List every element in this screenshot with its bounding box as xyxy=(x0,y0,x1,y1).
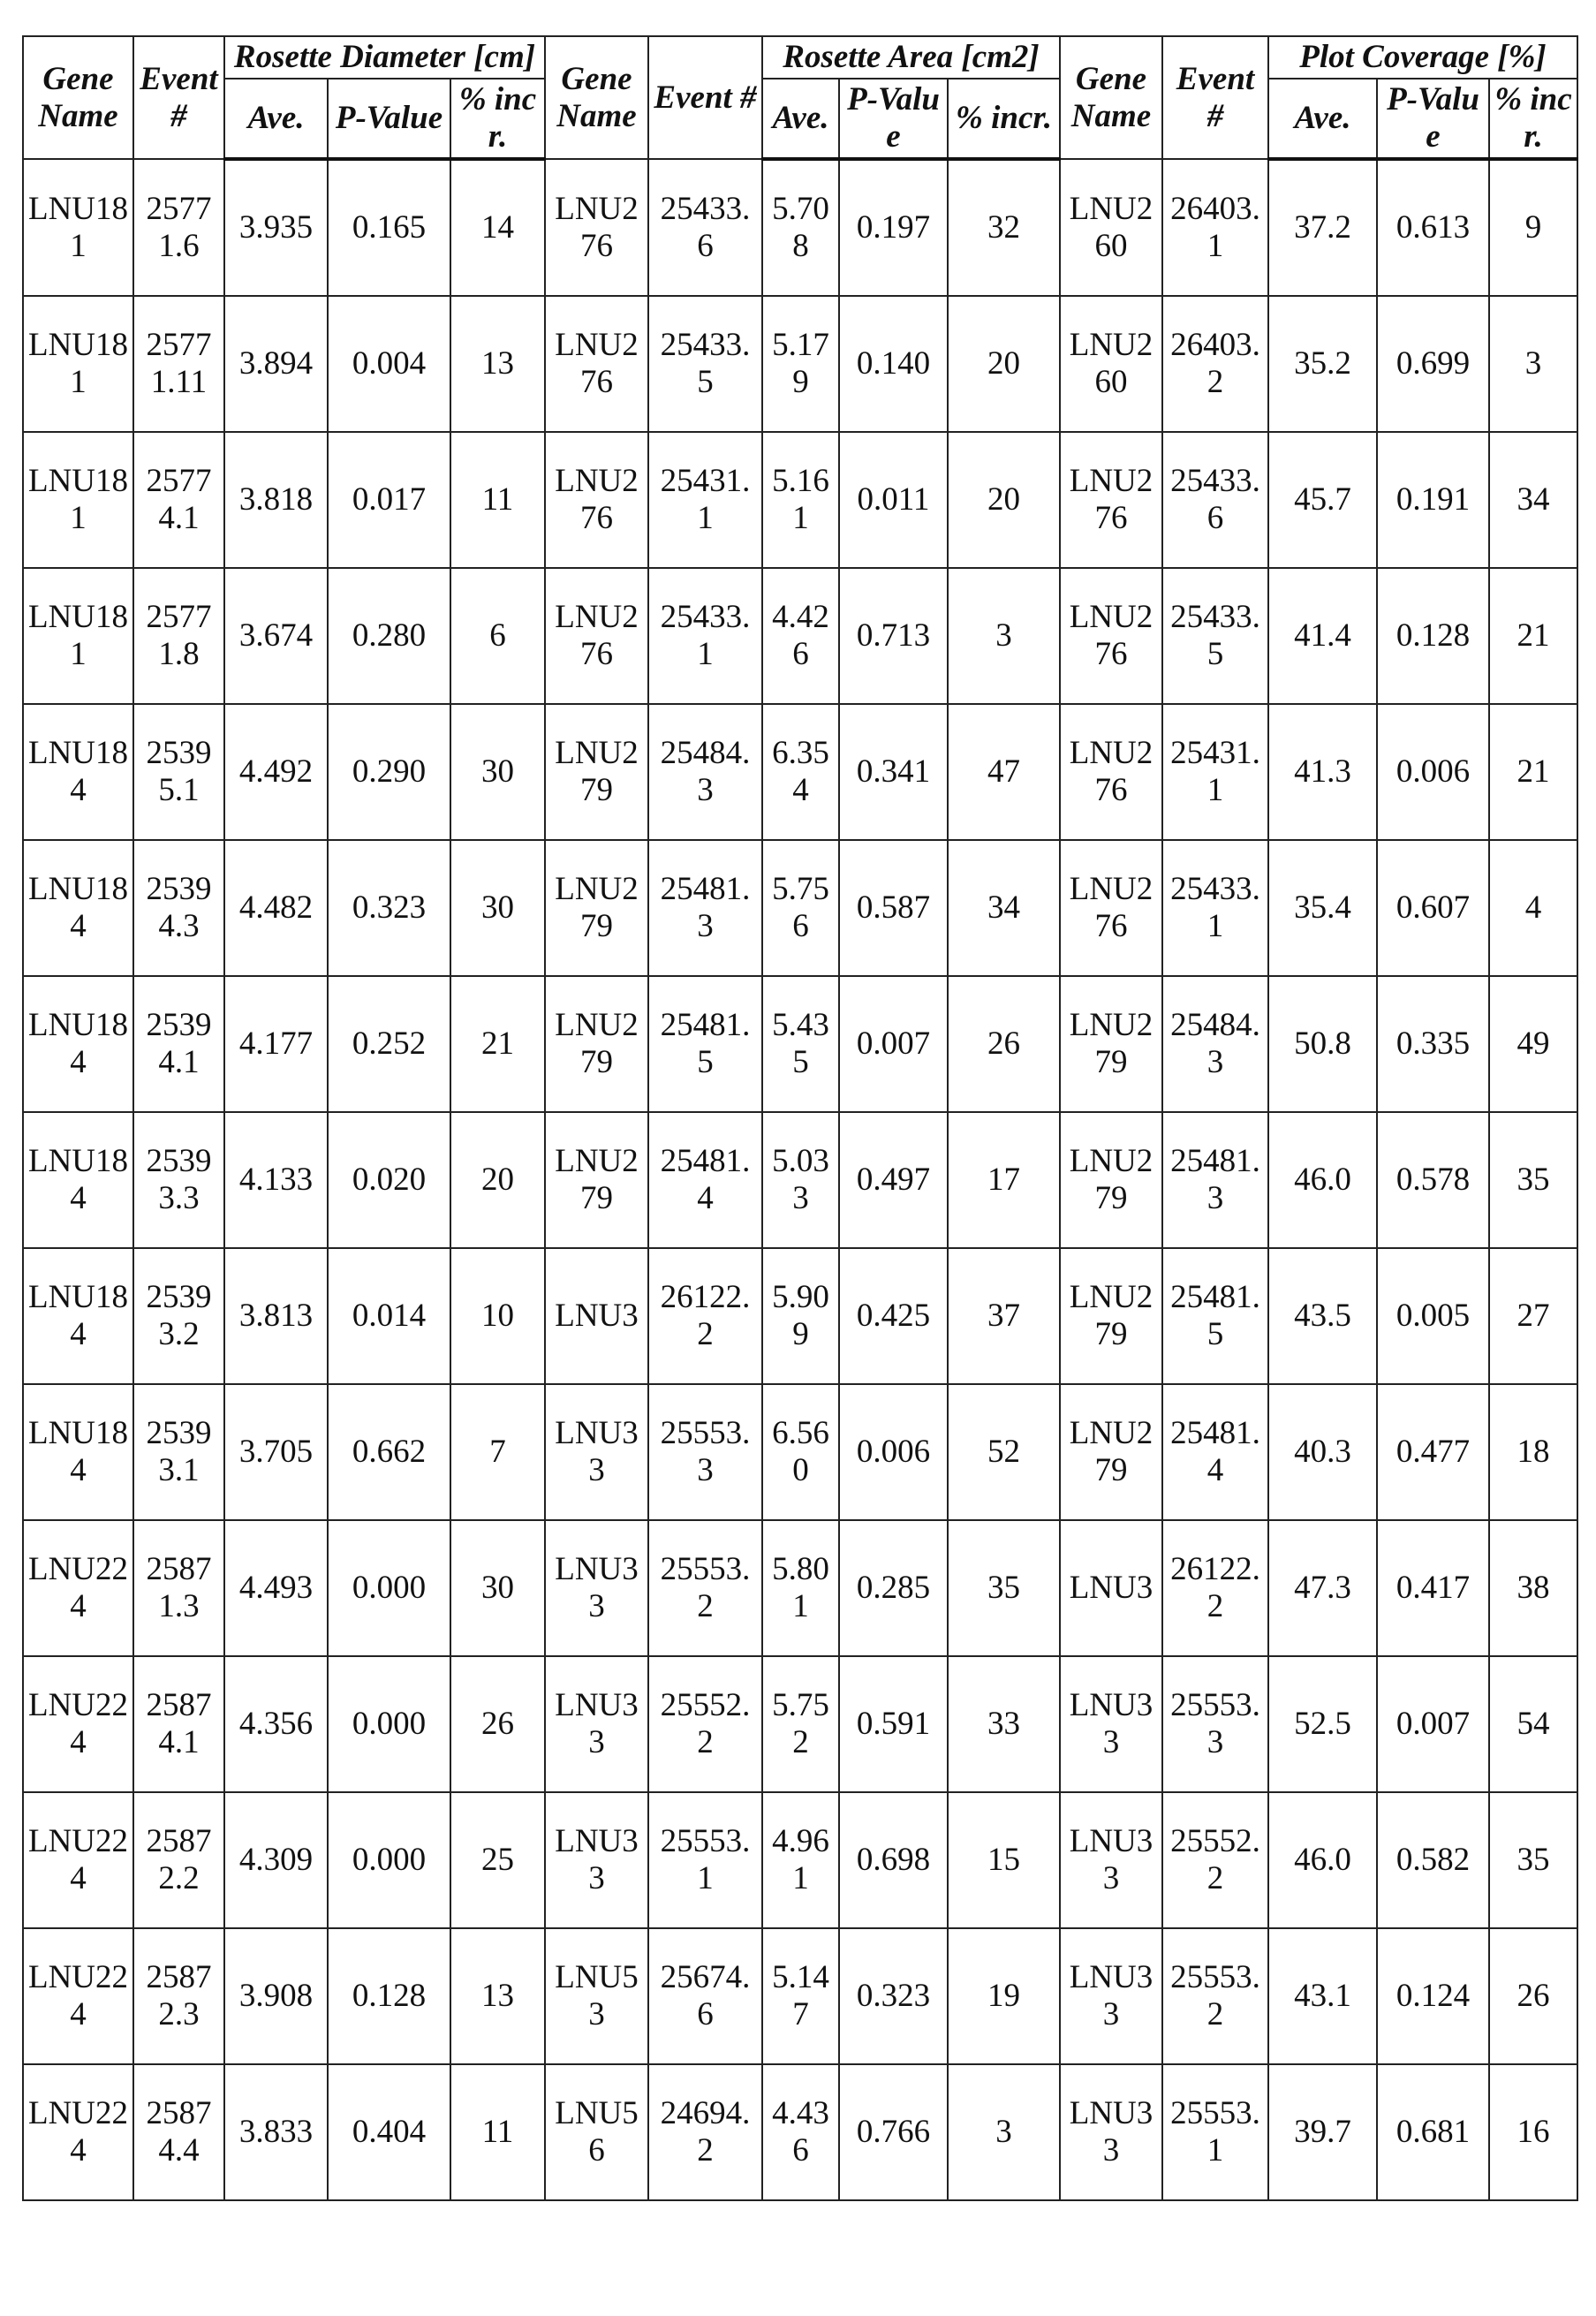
cell-ave: 37.2 xyxy=(1268,159,1377,296)
table-row xyxy=(23,159,1577,296)
cell-ave: 50.8 xyxy=(1268,976,1377,1112)
cell-ave: 5.435 xyxy=(762,976,839,1112)
cell-ave: 4.436 xyxy=(762,2064,839,2200)
cell-gene-name: LNU181 xyxy=(23,568,133,704)
cell-percent-increase: 20 xyxy=(948,432,1060,568)
cell-gene-name: LNU181 xyxy=(23,159,133,296)
cell-ave: 6.560 xyxy=(762,1384,839,1520)
cell-gene-name: LNU33 xyxy=(545,1520,648,1656)
cell-ave: 45.7 xyxy=(1268,432,1377,568)
header-incr-2: % incr. xyxy=(948,79,1060,159)
cell-gene-name: LNU260 xyxy=(1060,159,1162,296)
cell-ave: 4.426 xyxy=(762,568,839,704)
table-row xyxy=(23,296,1577,432)
cell-gene-name: LNU276 xyxy=(1060,432,1162,568)
cell-percent-increase: 35 xyxy=(948,1520,1060,1656)
cell-event: 25872.3 xyxy=(133,1928,224,2064)
cell-gene-name: LNU276 xyxy=(545,568,648,704)
cell-ave: 46.0 xyxy=(1268,1112,1377,1248)
cell-percent-increase: 34 xyxy=(1489,432,1577,568)
cell-p-value: 0.404 xyxy=(328,2064,450,2200)
cell-p-value: 0.000 xyxy=(328,1520,450,1656)
header-rosette-area: Rosette Area [cm2] xyxy=(762,36,1060,79)
cell-p-value: 0.280 xyxy=(328,568,450,704)
cell-gene-name: LNU33 xyxy=(545,1656,648,1792)
cell-ave: 4.482 xyxy=(224,840,328,976)
cell-event: 25552.2 xyxy=(1162,1792,1268,1928)
cell-event: 25433.6 xyxy=(1162,432,1268,568)
cell-gene-name: LNU184 xyxy=(23,1112,133,1248)
cell-percent-increase: 35 xyxy=(1489,1792,1577,1928)
cell-gene-name: LNU56 xyxy=(545,2064,648,2200)
cell-percent-increase: 52 xyxy=(948,1384,1060,1520)
cell-event: 25553.2 xyxy=(648,1520,762,1656)
header-pvalue-2: P-Value xyxy=(839,79,948,159)
table-row xyxy=(23,1520,1577,1656)
cell-percent-increase: 30 xyxy=(450,704,545,840)
cell-p-value: 0.252 xyxy=(328,976,450,1112)
cell-percent-increase: 26 xyxy=(450,1656,545,1792)
cell-p-value: 0.335 xyxy=(1377,976,1489,1112)
cell-p-value: 0.011 xyxy=(839,432,948,568)
cell-p-value: 0.128 xyxy=(328,1928,450,2064)
cell-gene-name: LNU279 xyxy=(545,1112,648,1248)
cell-percent-increase: 38 xyxy=(1489,1520,1577,1656)
cell-ave: 35.2 xyxy=(1268,296,1377,432)
header-pvalue-1: P-Value xyxy=(328,79,450,159)
cell-p-value: 0.582 xyxy=(1377,1792,1489,1928)
cell-ave: 47.3 xyxy=(1268,1520,1377,1656)
cell-event: 26403.2 xyxy=(1162,296,1268,432)
cell-event: 25393.3 xyxy=(133,1112,224,1248)
cell-gene-name: LNU276 xyxy=(545,159,648,296)
cell-ave: 5.752 xyxy=(762,1656,839,1792)
header-ave-3: Ave. xyxy=(1268,79,1377,159)
cell-gene-name: LNU279 xyxy=(1060,1384,1162,1520)
cell-gene-name: LNU181 xyxy=(23,432,133,568)
cell-ave: 3.935 xyxy=(224,159,328,296)
cell-event: 25481.3 xyxy=(1162,1112,1268,1248)
cell-p-value: 0.591 xyxy=(839,1656,948,1792)
cell-event: 25481.4 xyxy=(1162,1384,1268,1520)
cell-gene-name: LNU3 xyxy=(1060,1520,1162,1656)
cell-gene-name: LNU224 xyxy=(23,1928,133,2064)
cell-p-value: 0.698 xyxy=(839,1792,948,1928)
cell-gene-name: LNU184 xyxy=(23,840,133,976)
cell-percent-increase: 35 xyxy=(1489,1112,1577,1248)
cell-percent-increase: 25 xyxy=(450,1792,545,1928)
cell-ave: 43.5 xyxy=(1268,1248,1377,1384)
cell-p-value: 0.006 xyxy=(839,1384,948,1520)
header-plot-coverage: Plot Coverage [%] xyxy=(1268,36,1577,79)
cell-gene-name: LNU33 xyxy=(545,1792,648,1928)
cell-p-value: 0.681 xyxy=(1377,2064,1489,2200)
header-event-2: Event # xyxy=(648,36,762,159)
cell-p-value: 0.005 xyxy=(1377,1248,1489,1384)
cell-percent-increase: 49 xyxy=(1489,976,1577,1112)
cell-ave: 4.493 xyxy=(224,1520,328,1656)
cell-percent-increase: 3 xyxy=(1489,296,1577,432)
cell-ave: 43.1 xyxy=(1268,1928,1377,2064)
cell-event: 25431.1 xyxy=(648,432,762,568)
table-row xyxy=(23,432,1577,568)
cell-gene-name: LNU3 xyxy=(545,1248,648,1384)
cell-percent-increase: 6 xyxy=(450,568,545,704)
cell-percent-increase: 26 xyxy=(948,976,1060,1112)
cell-percent-increase: 20 xyxy=(948,296,1060,432)
cell-ave: 6.354 xyxy=(762,704,839,840)
cell-p-value: 0.662 xyxy=(328,1384,450,1520)
header-row-sub xyxy=(23,79,1577,159)
cell-gene-name: LNU260 xyxy=(1060,296,1162,432)
cell-event: 25871.3 xyxy=(133,1520,224,1656)
cell-percent-increase: 11 xyxy=(450,432,545,568)
cell-percent-increase: 7 xyxy=(450,1384,545,1520)
cell-ave: 41.3 xyxy=(1268,704,1377,840)
cell-percent-increase: 16 xyxy=(1489,2064,1577,2200)
cell-p-value: 0.613 xyxy=(1377,159,1489,296)
cell-event: 26122.2 xyxy=(648,1248,762,1384)
cell-p-value: 0.128 xyxy=(1377,568,1489,704)
cell-event: 25674.6 xyxy=(648,1928,762,2064)
cell-event: 24694.2 xyxy=(648,2064,762,2200)
cell-p-value: 0.425 xyxy=(839,1248,948,1384)
cell-gene-name: LNU276 xyxy=(545,296,648,432)
cell-ave: 39.7 xyxy=(1268,2064,1377,2200)
cell-gene-name: LNU184 xyxy=(23,1384,133,1520)
cell-event: 25393.2 xyxy=(133,1248,224,1384)
table-row xyxy=(23,568,1577,704)
header-gene-name-1: Gene Name xyxy=(23,36,133,159)
cell-event: 25393.1 xyxy=(133,1384,224,1520)
cell-event: 25481.5 xyxy=(1162,1248,1268,1384)
cell-p-value: 0.417 xyxy=(1377,1520,1489,1656)
header-gene-name-2: Gene Name xyxy=(545,36,648,159)
cell-p-value: 0.004 xyxy=(328,296,450,432)
cell-p-value: 0.124 xyxy=(1377,1928,1489,2064)
cell-p-value: 0.017 xyxy=(328,432,450,568)
cell-p-value: 0.713 xyxy=(839,568,948,704)
cell-event: 25553.1 xyxy=(1162,2064,1268,2200)
cell-ave: 4.492 xyxy=(224,704,328,840)
cell-percent-increase: 26 xyxy=(1489,1928,1577,2064)
cell-gene-name: LNU33 xyxy=(1060,1928,1162,2064)
cell-p-value: 0.020 xyxy=(328,1112,450,1248)
header-incr-1: % incr. xyxy=(450,79,545,159)
cell-percent-increase: 14 xyxy=(450,159,545,296)
cell-p-value: 0.290 xyxy=(328,704,450,840)
cell-event: 25872.2 xyxy=(133,1792,224,1928)
cell-gene-name: LNU184 xyxy=(23,704,133,840)
cell-percent-increase: 20 xyxy=(450,1112,545,1248)
cell-event: 25874.4 xyxy=(133,2064,224,2200)
cell-p-value: 0.000 xyxy=(328,1792,450,1928)
cell-gene-name: LNU279 xyxy=(545,976,648,1112)
cell-gene-name: LNU33 xyxy=(1060,1792,1162,1928)
cell-event: 25774.1 xyxy=(133,432,224,568)
cell-p-value: 0.578 xyxy=(1377,1112,1489,1248)
cell-percent-increase: 9 xyxy=(1489,159,1577,296)
cell-percent-increase: 13 xyxy=(450,1928,545,2064)
cell-ave: 5.708 xyxy=(762,159,839,296)
cell-gene-name: LNU279 xyxy=(1060,976,1162,1112)
table-row xyxy=(23,1248,1577,1384)
table-row xyxy=(23,1656,1577,1792)
cell-event: 25433.6 xyxy=(648,159,762,296)
cell-percent-increase: 3 xyxy=(948,568,1060,704)
header-ave-2: Ave. xyxy=(762,79,839,159)
cell-percent-increase: 27 xyxy=(1489,1248,1577,1384)
cell-percent-increase: 47 xyxy=(948,704,1060,840)
cell-ave: 5.179 xyxy=(762,296,839,432)
cell-p-value: 0.477 xyxy=(1377,1384,1489,1520)
cell-gene-name: LNU53 xyxy=(545,1928,648,2064)
cell-ave: 5.801 xyxy=(762,1520,839,1656)
cell-gene-name: LNU33 xyxy=(545,1384,648,1520)
cell-percent-increase: 11 xyxy=(450,2064,545,2200)
cell-ave: 4.309 xyxy=(224,1792,328,1928)
cell-gene-name: LNU33 xyxy=(1060,1656,1162,1792)
cell-event: 26403.1 xyxy=(1162,159,1268,296)
cell-percent-increase: 19 xyxy=(948,1928,1060,2064)
cell-ave: 3.705 xyxy=(224,1384,328,1520)
cell-ave: 4.961 xyxy=(762,1792,839,1928)
cell-p-value: 0.165 xyxy=(328,159,450,296)
table-row xyxy=(23,976,1577,1112)
cell-gene-name: LNU184 xyxy=(23,976,133,1112)
header-rosette-diameter: Rosette Diameter [cm] xyxy=(224,36,545,79)
cell-gene-name: LNU276 xyxy=(1060,840,1162,976)
cell-event: 25771.6 xyxy=(133,159,224,296)
cell-percent-increase: 21 xyxy=(1489,568,1577,704)
cell-ave: 40.3 xyxy=(1268,1384,1377,1520)
cell-event: 26122.2 xyxy=(1162,1520,1268,1656)
cell-event: 25481.3 xyxy=(648,840,762,976)
cell-percent-increase: 21 xyxy=(450,976,545,1112)
cell-event: 25394.1 xyxy=(133,976,224,1112)
cell-gene-name: LNU224 xyxy=(23,1520,133,1656)
table-row xyxy=(23,840,1577,976)
cell-percent-increase: 21 xyxy=(1489,704,1577,840)
cell-ave: 46.0 xyxy=(1268,1792,1377,1928)
cell-gene-name: LNU33 xyxy=(1060,2064,1162,2200)
cell-ave: 4.177 xyxy=(224,976,328,1112)
cell-event: 25481.5 xyxy=(648,976,762,1112)
cell-percent-increase: 4 xyxy=(1489,840,1577,976)
header-pvalue-3: P-Value xyxy=(1377,79,1489,159)
cell-ave: 5.161 xyxy=(762,432,839,568)
cell-event: 25553.3 xyxy=(1162,1656,1268,1792)
table-row xyxy=(23,1792,1577,1928)
cell-ave: 3.818 xyxy=(224,432,328,568)
cell-ave: 3.674 xyxy=(224,568,328,704)
cell-event: 25553.2 xyxy=(1162,1928,1268,2064)
table-body xyxy=(23,159,1577,2200)
header-gene-name-3: Gene Name xyxy=(1060,36,1162,159)
table-row xyxy=(23,2064,1577,2200)
cell-percent-increase: 54 xyxy=(1489,1656,1577,1792)
cell-ave: 52.5 xyxy=(1268,1656,1377,1792)
cell-gene-name: LNU181 xyxy=(23,296,133,432)
cell-event: 25552.2 xyxy=(648,1656,762,1792)
cell-percent-increase: 18 xyxy=(1489,1384,1577,1520)
cell-ave: 5.033 xyxy=(762,1112,839,1248)
cell-event: 25481.4 xyxy=(648,1112,762,1248)
cell-p-value: 0.191 xyxy=(1377,432,1489,568)
table-row xyxy=(23,1384,1577,1520)
cell-event: 25433.1 xyxy=(1162,840,1268,976)
cell-event: 25484.3 xyxy=(648,704,762,840)
cell-event: 25484.3 xyxy=(1162,976,1268,1112)
cell-event: 25433.1 xyxy=(648,568,762,704)
cell-p-value: 0.497 xyxy=(839,1112,948,1248)
cell-event: 25433.5 xyxy=(648,296,762,432)
cell-percent-increase: 30 xyxy=(450,1520,545,1656)
cell-p-value: 0.323 xyxy=(839,1928,948,2064)
cell-p-value: 0.007 xyxy=(839,976,948,1112)
cell-gene-name: LNU224 xyxy=(23,1656,133,1792)
cell-p-value: 0.140 xyxy=(839,296,948,432)
cell-p-value: 0.000 xyxy=(328,1656,450,1792)
cell-percent-increase: 33 xyxy=(948,1656,1060,1792)
header-event-3: Event # xyxy=(1162,36,1268,159)
cell-p-value: 0.341 xyxy=(839,704,948,840)
cell-ave: 3.894 xyxy=(224,296,328,432)
cell-gene-name: LNU224 xyxy=(23,1792,133,1928)
cell-gene-name: LNU279 xyxy=(1060,1112,1162,1248)
cell-ave: 5.147 xyxy=(762,1928,839,2064)
cell-p-value: 0.007 xyxy=(1377,1656,1489,1792)
cell-event: 25874.1 xyxy=(133,1656,224,1792)
table-row xyxy=(23,1112,1577,1248)
cell-event: 25771.8 xyxy=(133,568,224,704)
table-row xyxy=(23,704,1577,840)
cell-percent-increase: 30 xyxy=(450,840,545,976)
cell-gene-name: LNU276 xyxy=(1060,704,1162,840)
cell-p-value: 0.323 xyxy=(328,840,450,976)
cell-p-value: 0.766 xyxy=(839,2064,948,2200)
cell-event: 25395.1 xyxy=(133,704,224,840)
cell-percent-increase: 32 xyxy=(948,159,1060,296)
cell-gene-name: LNU279 xyxy=(545,704,648,840)
cell-ave: 3.813 xyxy=(224,1248,328,1384)
cell-ave: 41.4 xyxy=(1268,568,1377,704)
cell-ave: 4.356 xyxy=(224,1656,328,1792)
cell-p-value: 0.699 xyxy=(1377,296,1489,432)
cell-ave: 3.908 xyxy=(224,1928,328,2064)
cell-p-value: 0.607 xyxy=(1377,840,1489,976)
cell-gene-name: LNU279 xyxy=(545,840,648,976)
cell-gene-name: LNU279 xyxy=(1060,1248,1162,1384)
cell-percent-increase: 34 xyxy=(948,840,1060,976)
cell-p-value: 0.197 xyxy=(839,159,948,296)
cell-event: 25771.11 xyxy=(133,296,224,432)
cell-percent-increase: 15 xyxy=(948,1792,1060,1928)
results-table xyxy=(22,35,1578,2201)
cell-ave: 35.4 xyxy=(1268,840,1377,976)
cell-gene-name: LNU276 xyxy=(1060,568,1162,704)
cell-p-value: 0.587 xyxy=(839,840,948,976)
cell-ave: 5.756 xyxy=(762,840,839,976)
header-ave-1: Ave. xyxy=(224,79,328,159)
cell-gene-name: LNU224 xyxy=(23,2064,133,2200)
cell-event: 25553.3 xyxy=(648,1384,762,1520)
cell-p-value: 0.014 xyxy=(328,1248,450,1384)
header-event-1: Event # xyxy=(133,36,224,159)
cell-percent-increase: 10 xyxy=(450,1248,545,1384)
cell-gene-name: LNU276 xyxy=(545,432,648,568)
header-incr-3: % incr. xyxy=(1489,79,1577,159)
cell-percent-increase: 13 xyxy=(450,296,545,432)
cell-p-value: 0.006 xyxy=(1377,704,1489,840)
cell-event: 25553.1 xyxy=(648,1792,762,1928)
cell-percent-increase: 17 xyxy=(948,1112,1060,1248)
table-row xyxy=(23,1928,1577,2064)
cell-p-value: 0.285 xyxy=(839,1520,948,1656)
cell-percent-increase: 37 xyxy=(948,1248,1060,1384)
cell-ave: 4.133 xyxy=(224,1112,328,1248)
cell-percent-increase: 3 xyxy=(948,2064,1060,2200)
cell-event: 25433.5 xyxy=(1162,568,1268,704)
cell-ave: 3.833 xyxy=(224,2064,328,2200)
cell-gene-name: LNU184 xyxy=(23,1248,133,1384)
cell-event: 25394.3 xyxy=(133,840,224,976)
header-row-top xyxy=(23,36,1577,79)
cell-event: 25431.1 xyxy=(1162,704,1268,840)
cell-ave: 5.909 xyxy=(762,1248,839,1384)
